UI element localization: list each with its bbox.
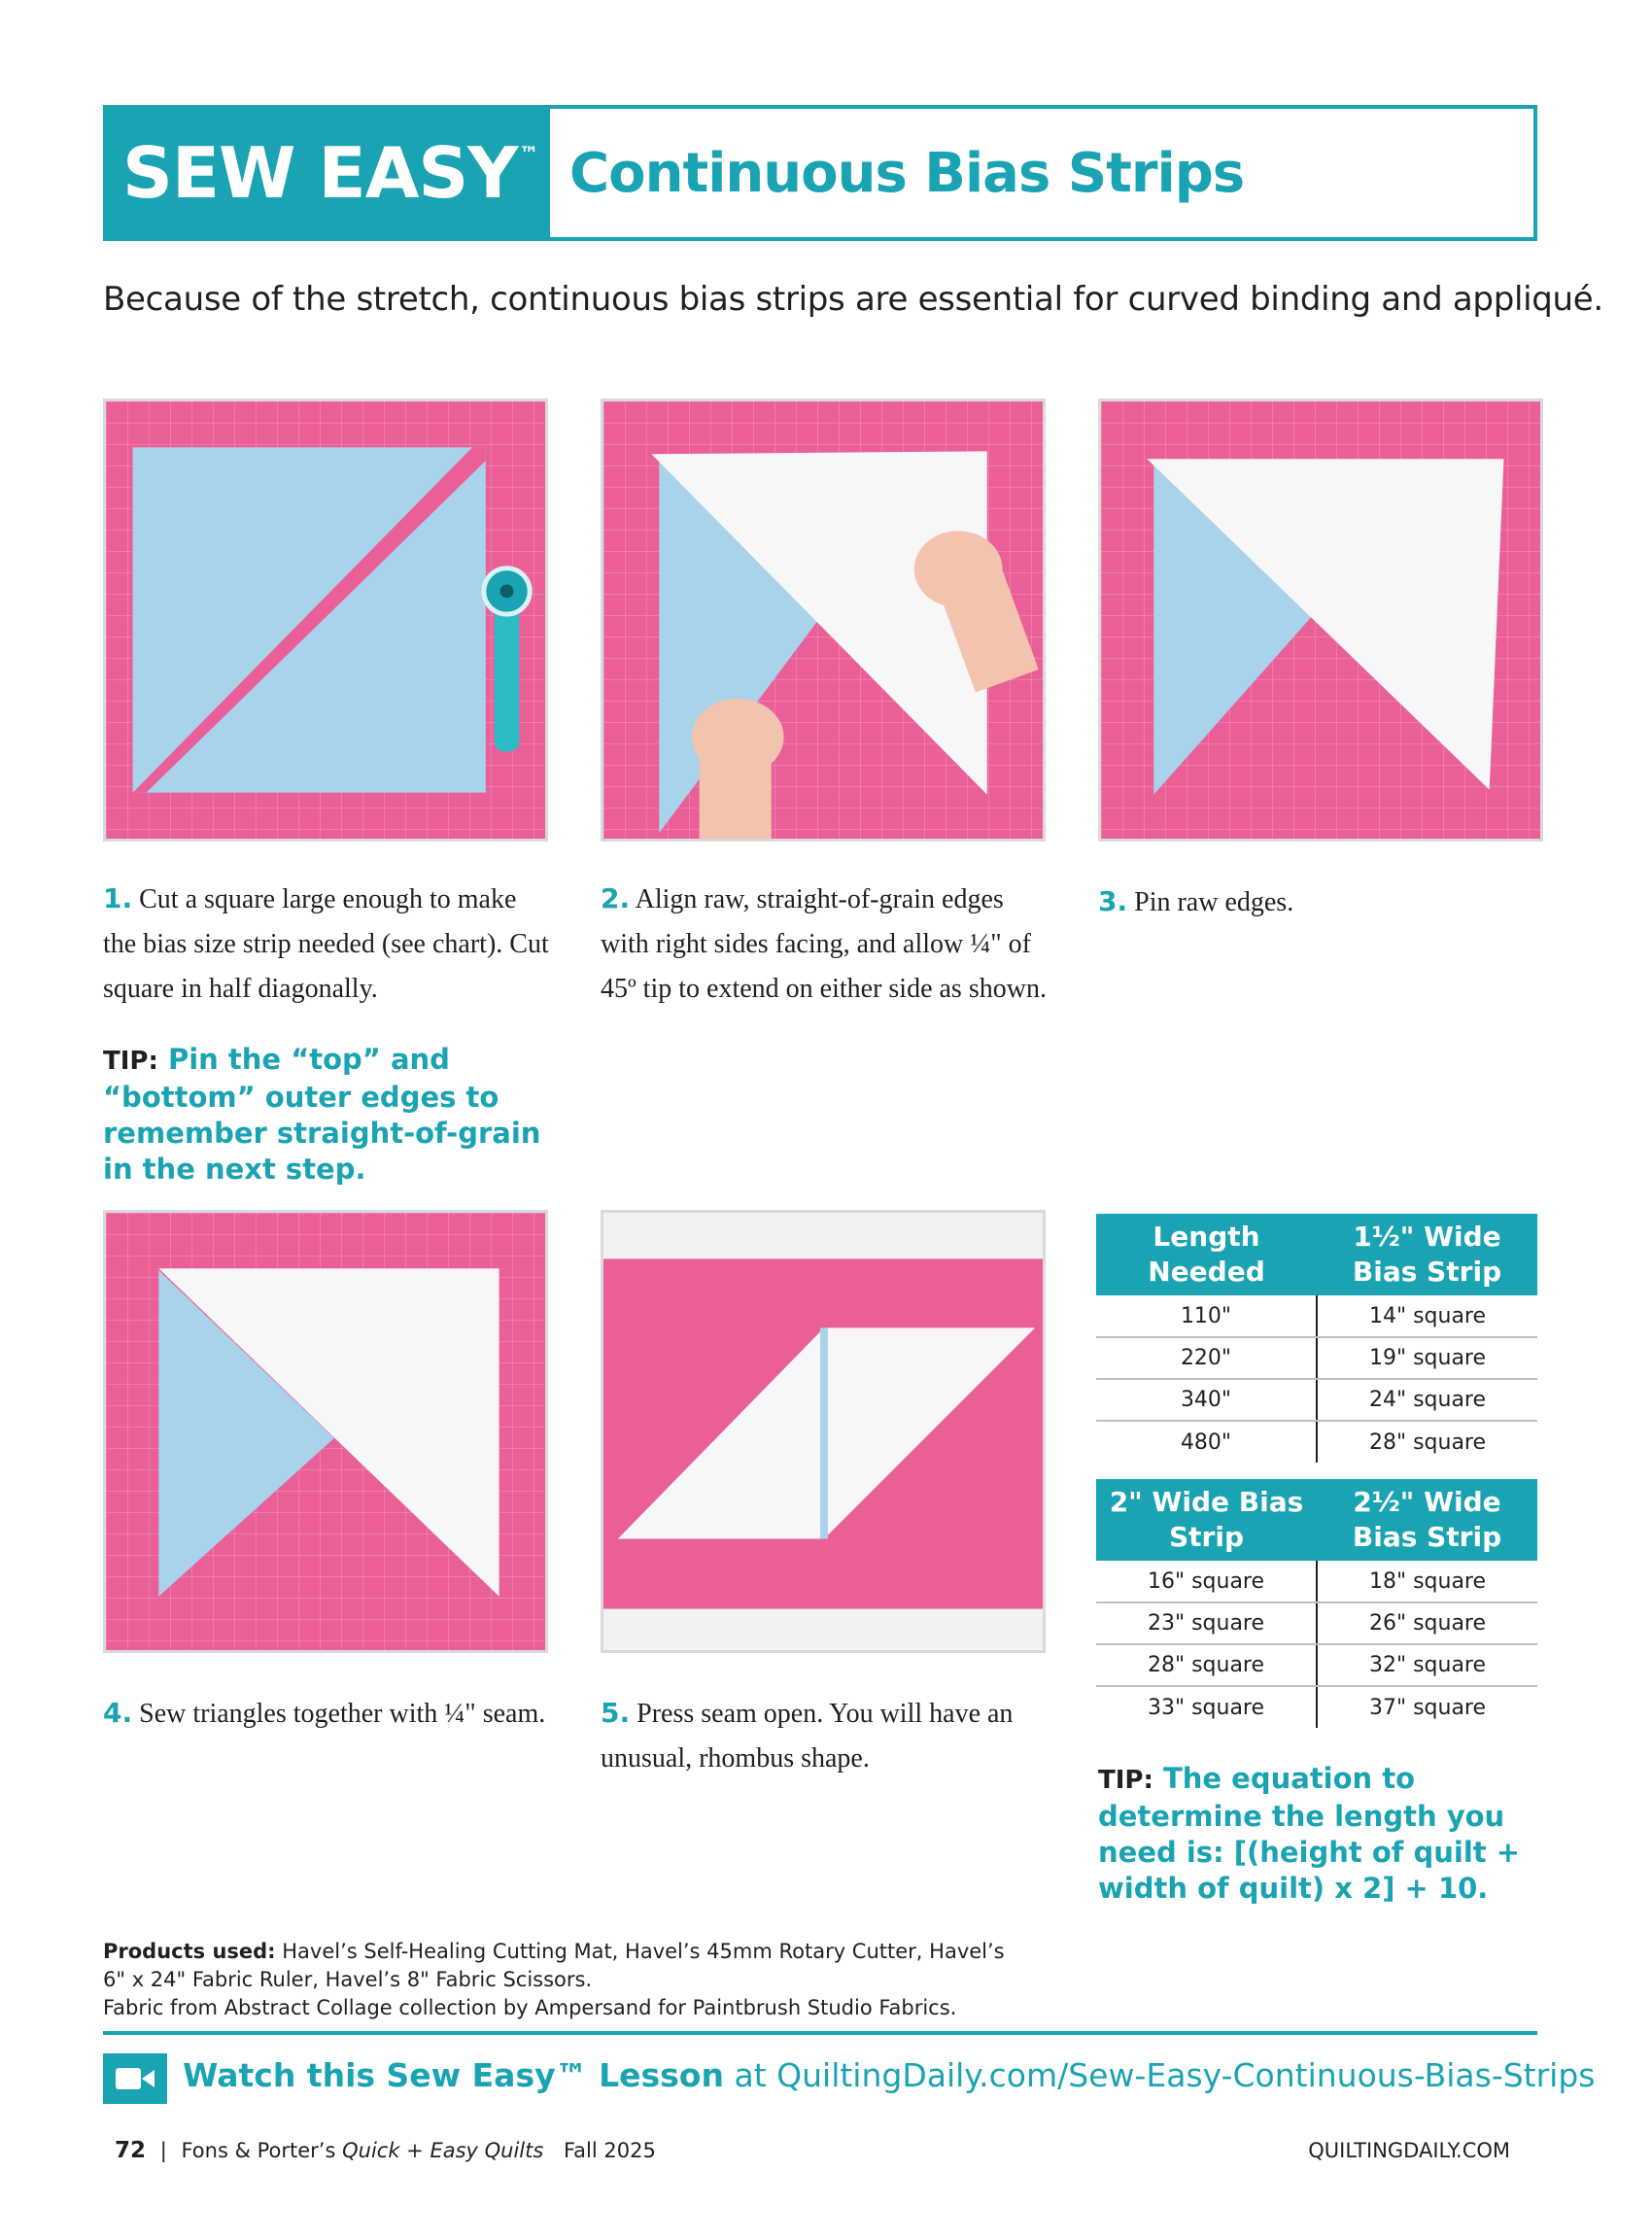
header-banner — [103, 105, 1537, 241]
step-4-illustration — [106, 1213, 545, 1650]
step-3-text: 3. Pin raw edges. — [1098, 885, 1294, 917]
step-3-photo — [1098, 398, 1543, 842]
table-row: 480" 28" square — [1096, 1421, 1537, 1463]
step-5-text: 5. Press seam open. You will have an unusual, rhombus shape. — [601, 1697, 1014, 1774]
bias-chart-table-2 — [1096, 1479, 1537, 1728]
step-5-illustration — [603, 1213, 1043, 1650]
page-title: Continuous Bias Strips — [569, 141, 1245, 205]
intro-text: Because of the stretch, continuous bias strips are essential for curved binding and appliqué. — [103, 280, 1603, 319]
products-used: Products used: Havel’s Self-Healing Cutting Mat, Havel’s 45mm Rotary Cutter, Havel’s 6" x 24" Fabric Ruler, Havel’s 8" Fabric Scissors. Fabric from Abstract Collage collection by Ampersand for Paintbrush Studio Fabrics. — [103, 1940, 1005, 2019]
step-3-illustration — [1101, 401, 1540, 839]
step-1-text: 1. Cut a square large enough to make the bias size strip needed (see chart). Cut square in half diagonally. — [103, 882, 549, 1004]
tip-pin-edges: TIP: Pin the “top” and “bottom” outer edges to remember straight-of-grain in the next step. — [103, 1043, 541, 1186]
step-2-text: 2. Align raw, straight-of-grain edges with right sides facing, and allow ¼" of 45º tip to extend on either side as shown. — [601, 882, 1047, 1004]
step-2-photo — [601, 398, 1046, 842]
step-4-text: 4. Sew triangles together with ¼" seam. — [103, 1697, 546, 1729]
table-row: 28" square 32" square — [1096, 1644, 1537, 1686]
table-row: 220" 19" square — [1096, 1337, 1537, 1379]
step-5-photo — [601, 1210, 1046, 1653]
step-1-photo — [103, 398, 548, 842]
step-4-photo — [103, 1210, 548, 1653]
table-header: 1½" Wide Bias Strip — [1317, 1214, 1537, 1295]
footer-left: 72 | Fons & Porter’s Quick + Easy Quilts Fall 2025 — [115, 2138, 656, 2163]
tip-equation: TIP: The equation to determine the length you need is: [(height of quilt + width of quilt) x 2] + 10. — [1098, 1762, 1521, 1905]
table-row: 33" square 37" square — [1096, 1686, 1537, 1728]
table-row: 23" square 26" square — [1096, 1602, 1537, 1644]
step-1-illustration — [106, 401, 545, 839]
footer-site: QUILTINGDAILY.COM — [1308, 2139, 1510, 2162]
video-camera-icon[interactable] — [103, 2053, 167, 2104]
table-row: 16" square 18" square — [1096, 1561, 1537, 1602]
table-header: Length Needed — [1096, 1214, 1317, 1295]
brand-block — [107, 109, 550, 237]
bias-chart-table-1 — [1096, 1214, 1537, 1463]
divider — [103, 2031, 1537, 2035]
table-header: 2" Wide Bias Strip — [1096, 1479, 1317, 1561]
table-header: 2½" Wide Bias Strip — [1317, 1479, 1537, 1561]
table-row: 110" 14" square — [1096, 1295, 1537, 1337]
watch-lesson-link[interactable]: Watch this Sew Easy™ Lesson at QuiltingDaily.com/Sew-Easy-Continuous-Bias-Strips — [183, 2056, 1596, 2094]
step-2-illustration — [603, 401, 1043, 839]
table-row: 340" 24" square — [1096, 1379, 1537, 1421]
page-number: 72 — [115, 2138, 147, 2163]
brand-logo: SEW EASY ™ — [122, 132, 538, 214]
